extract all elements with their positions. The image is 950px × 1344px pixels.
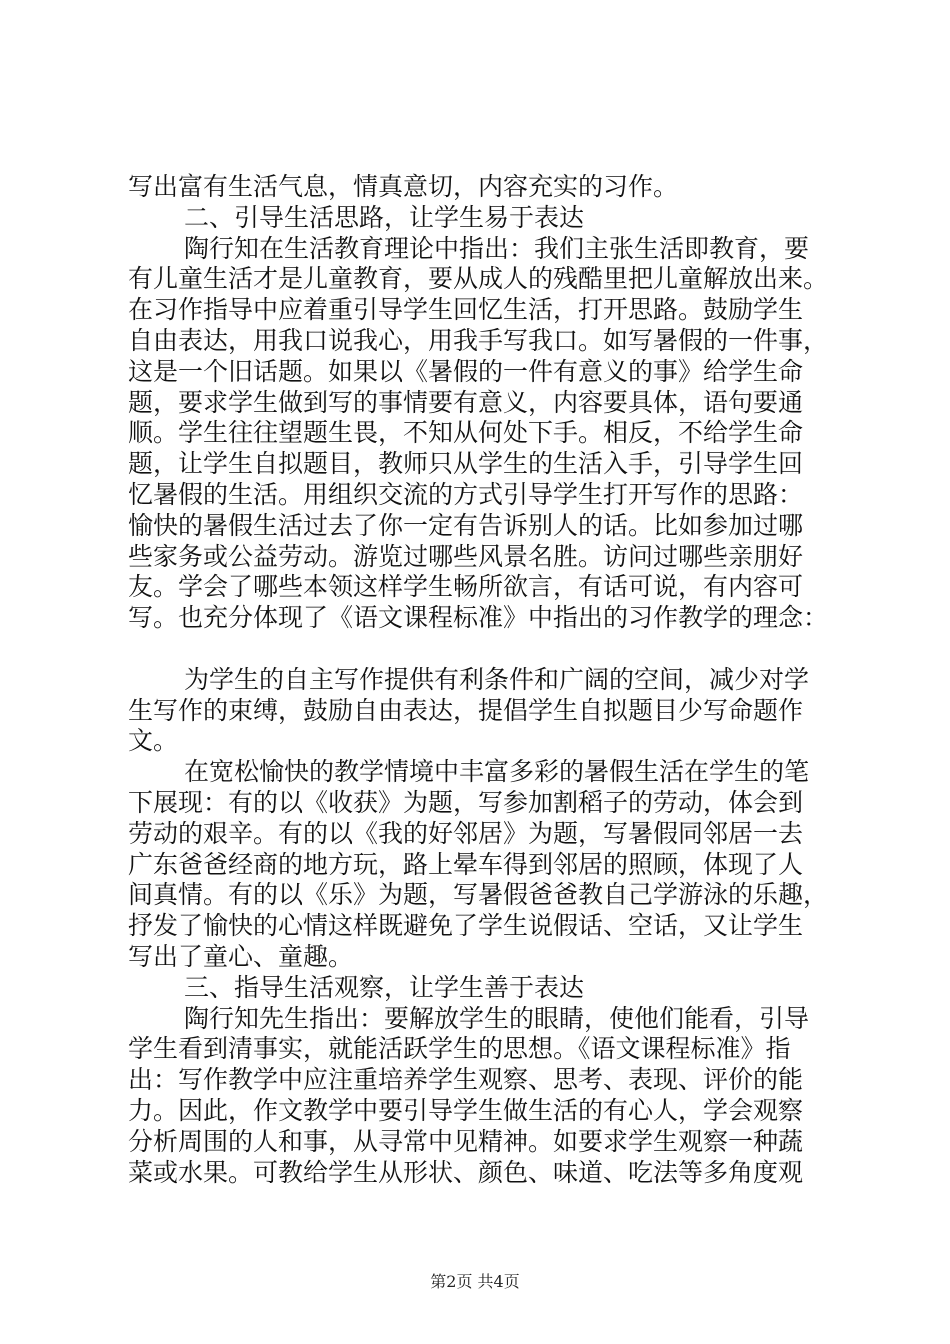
- paragraph-line: 在习作指导中应着重引导学生回忆生活，打开思路。鼓励学生: [128, 295, 804, 325]
- paragraph-line: 在宽松愉快的教学情境中丰富多彩的暑假生活在学生的笔: [184, 757, 810, 787]
- paragraph-line: 写出富有生活气息，情真意切，内容充实的习作。: [128, 172, 679, 201]
- section-heading-2: 二、引导生活思路，让学生易于表达: [184, 202, 585, 232]
- paragraph-line: 为学生的自主写作提供有利条件和广阔的空间，减少对学: [184, 664, 810, 694]
- paragraph-line: 顺。学生往往望题生畏，不知从何处下手。相反，不给学生命: [128, 418, 804, 448]
- paragraph-line: 些家务或公益劳动。游览过哪些风景名胜。访问过哪些亲朋好: [128, 541, 804, 571]
- paragraph-line: 题，要求学生做到写的事情要有意义，内容要具体，语句要通: [128, 387, 804, 417]
- paragraph-line: 抒发了愉快的心情这样既避免了学生说假话、空话，又让学生: [128, 911, 804, 941]
- paragraph-line: 生写作的束缚，鼓励自由表达，提倡学生自拟题目少写命题作: [128, 695, 804, 725]
- paragraph-line: 力。因此，作文教学中要引导学生做生活的有心人，学会观察: [128, 1095, 804, 1125]
- paragraph-line: 文。: [128, 726, 179, 756]
- paragraph-line: 友。学会了哪些本领这样学生畅所欲言，有话可说，有内容可: [128, 572, 804, 602]
- paragraph-line: 出：写作教学中应注重培养学生观察、思考、表现、评价的能: [128, 1065, 804, 1095]
- paragraph-line: 劳动的艰辛。有的以《我的好邻居》为题，写暑假同邻居一去: [128, 818, 804, 848]
- paragraph-line: 陶行知先生指出：要解放学生的眼睛，使他们能看，引导: [184, 1003, 810, 1033]
- paragraph-line: 分析周围的人和事，从寻常中见精神。如要求学生观察一种蔬: [128, 1126, 804, 1156]
- paragraph-line: 陶行知在生活教育理论中指出：我们主张生活即教育，要: [184, 233, 810, 263]
- paragraph-line: 有儿童生活才是儿童教育，要从成人的残酷里把儿童解放出来。: [128, 264, 829, 294]
- paragraph-line: 题，让学生自拟题目，教师只从学生的生活入手，引导学生回: [128, 449, 804, 479]
- paragraph-line: 写出了童心、童趣。: [128, 941, 354, 971]
- paragraph-line: 间真情。有的以《乐》为题，写暑假爸爸教自己学游泳的乐趣，: [128, 880, 829, 910]
- paragraph-line: 广东爸爸经商的地方玩，路上晕车得到邻居的照顾，体现了人: [128, 849, 804, 879]
- paragraph-gap: [128, 634, 828, 665]
- page-number-label: 第2页 共4页: [430, 1272, 520, 1291]
- paragraph-line: 愉快的暑假生活过去了你一定有告诉别人的话。比如参加过哪: [128, 510, 804, 540]
- paragraph-line: 自由表达，用我口说我心，用我手写我口。如写暑假的一件事，: [128, 325, 829, 355]
- paragraph-line: 忆暑假的生活。用组织交流的方式引导学生打开写作的思路：: [128, 479, 804, 509]
- document-body: [128, 172, 828, 1188]
- page-footer: [0, 1272, 950, 1292]
- paragraph-line: 这是一个旧话题。如果以《暑假的一件有意义的事》给学生命: [128, 356, 804, 386]
- paragraph-line: 菜或水果。可教给学生从形状、颜色、味道、吃法等多角度观: [128, 1157, 804, 1187]
- paragraph-line: 下展现：有的以《收获》为题，写参加割稻子的劳动，体会到: [128, 787, 804, 817]
- paragraph-line: 学生看到清事实，就能活跃学生的思想。《语文课程标准》指: [128, 1034, 791, 1064]
- section-heading-3: 三、指导生活观察，让学生善于表达: [184, 972, 585, 1002]
- paragraph-line: 写。也充分体现了《语文课程标准》中指出的习作教学的理念：: [128, 603, 829, 633]
